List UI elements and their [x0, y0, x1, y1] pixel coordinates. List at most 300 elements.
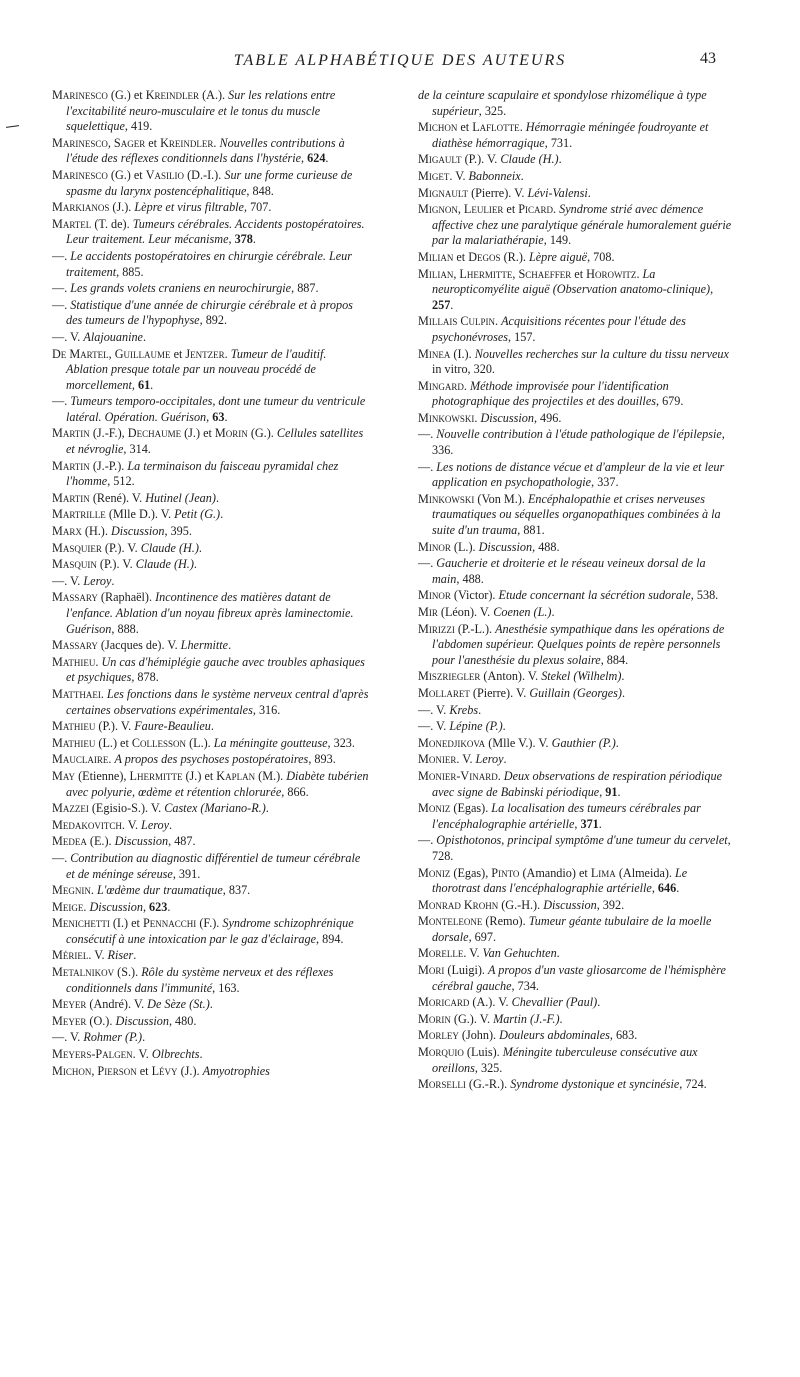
- entry-title: Martin (J.-F.): [493, 1011, 560, 1026]
- index-entry: [418, 719, 736, 735]
- entry-text: (Pierre). V.: [469, 685, 530, 700]
- entry-text: (R.).: [500, 249, 529, 264]
- entry-text: ,: [599, 784, 606, 799]
- entry-title: Discussion: [478, 539, 533, 554]
- entry-text: .: [210, 719, 214, 734]
- entry-text: (L.) et: [95, 735, 132, 750]
- entry-title: Syndrome dystonique et syncinésie: [510, 1077, 680, 1092]
- entry-text: (T. de).: [91, 216, 133, 231]
- entry-text: (Egas),: [450, 865, 492, 880]
- entry-title: Krebs: [449, 702, 479, 717]
- author-name: Jentzer: [185, 346, 225, 361]
- index-entry: [418, 622, 736, 669]
- entry-text: , 734.: [511, 978, 539, 993]
- index-entry: [418, 556, 736, 587]
- author-name: Mignon, Leulier: [418, 202, 504, 217]
- entry-title: Gaucherie et droiterie et le réseau veineux dorsal de la main: [432, 556, 706, 586]
- entry-text: (A.).: [199, 88, 229, 102]
- author-name: Lima: [590, 865, 616, 880]
- entry-text: , 884.: [600, 652, 629, 667]
- entry-title: Opisthotonos, principal symptôme d'une tumeur du cervelet: [436, 833, 728, 848]
- index-entry: [52, 249, 370, 280]
- entry-title: Tumeurs temporo-occipitales, dont une tumeur du ventricule latéral. Opération. Guérison: [66, 394, 366, 424]
- page-reference: 624: [307, 151, 326, 166]
- entry-text: .: [502, 719, 506, 734]
- entry-text: , 325.: [474, 1060, 503, 1075]
- author-name: Mingard: [418, 378, 464, 393]
- index-entry: [418, 169, 736, 185]
- index-entry: [52, 736, 370, 752]
- entry-title: Claude (H.): [135, 557, 194, 572]
- entry-text: (Amandio) et: [519, 865, 591, 880]
- index-entry: [418, 1012, 736, 1028]
- index-entry: [418, 752, 736, 768]
- author-name: Minkowski: [418, 410, 475, 425]
- entry-text: ,: [301, 151, 308, 166]
- entry-title: Nouvelles contributions à l'étude des réflexes conditionnels dans l'hystérie: [66, 135, 345, 166]
- entry-text: et: [136, 1063, 152, 1078]
- index-entry: [52, 1047, 370, 1063]
- entry-text: (Etienne),: [75, 768, 130, 783]
- index-entry: [52, 948, 370, 964]
- entry-text: .: [519, 120, 526, 135]
- author-name: Meyer: [52, 997, 87, 1012]
- entry-text: ,: [574, 816, 581, 831]
- index-entry: [418, 963, 736, 994]
- entry-text: ,: [142, 899, 150, 914]
- index-entry: [418, 250, 736, 266]
- entry-title: Lèpre et virus filtrable: [134, 200, 244, 215]
- author-name: Picard: [518, 202, 554, 217]
- index-entry: [52, 491, 370, 507]
- entry-text: (Victor).: [450, 588, 499, 603]
- index-entry: [52, 752, 370, 768]
- author-name: Morin: [214, 426, 248, 441]
- entry-title: Douleurs abdominales: [499, 1028, 610, 1043]
- author-name: Masquin: [52, 557, 97, 572]
- author-name: Meige: [52, 899, 84, 914]
- entry-title: La méningite goutteuse: [213, 735, 328, 750]
- index-entry: [52, 200, 370, 216]
- entry-text: , 391.: [172, 866, 201, 881]
- author-name: Mollaret: [418, 685, 470, 700]
- entry-title: Van Gehuchten: [482, 946, 557, 961]
- entry-title: Rohmer (P.): [83, 1030, 143, 1045]
- page-reference: 623: [149, 899, 168, 914]
- author-name: Lhermitte: [129, 768, 183, 783]
- author-name: Kreindler: [160, 135, 214, 150]
- entry-title: Le thorotrast dans l'encéphalographie artérielle: [432, 865, 688, 896]
- entry-text: .: [111, 573, 115, 588]
- entry-text: .: [636, 266, 643, 281]
- entry-text: .: [497, 768, 504, 783]
- author-name: Moniz: [418, 801, 451, 816]
- entry-title: Lhermitte: [180, 638, 229, 653]
- author-name: Matthaei: [52, 686, 101, 701]
- entry-text: (O.).: [86, 1013, 116, 1028]
- author-name: Michon, Pierson: [52, 1063, 137, 1078]
- entry-title: Discussion: [89, 899, 143, 914]
- entry-text: .: [676, 881, 680, 896]
- author-name: Marinesco, Sager: [52, 135, 146, 150]
- entry-title: Hémorragie méningée foudroyante et diathèse hémorragique: [432, 120, 709, 150]
- author-name: Markianos: [52, 200, 110, 215]
- index-entry: [52, 655, 370, 686]
- entry-title: Discussion: [480, 410, 534, 425]
- index-entry: [418, 833, 736, 864]
- author-index-left-column: [52, 88, 370, 1080]
- entry-text: .: [450, 297, 454, 312]
- author-name: Mignault: [418, 185, 469, 200]
- author-name: Lévy: [151, 1063, 178, 1078]
- entry-text: (S.).: [114, 965, 142, 980]
- index-entry: [52, 1064, 370, 1080]
- entry-text: (I.) et: [109, 916, 143, 931]
- author-name: Mazzei: [52, 801, 89, 816]
- entry-text: —.: [52, 281, 71, 296]
- entry-text: ,: [228, 232, 235, 247]
- entry-text: —.: [418, 427, 437, 442]
- entry-text: .: [551, 605, 555, 619]
- entry-title: Les fonctions dans le système nerveux central d'après certaines observations expérimentales: [66, 686, 369, 717]
- entry-text: .: [558, 152, 562, 167]
- entry-text: .: [90, 883, 97, 898]
- entry-text: ,: [206, 409, 213, 424]
- entry-text: et: [457, 120, 473, 135]
- entry-text: (L.).: [450, 539, 479, 554]
- index-entry: [52, 1014, 370, 1030]
- entry-text: . V.: [463, 946, 483, 961]
- index-entry: [52, 900, 370, 916]
- entry-text: , 395.: [164, 524, 192, 539]
- author-name: Medea: [52, 834, 87, 849]
- entry-text: (G.-R.).: [465, 1077, 511, 1092]
- entry-text: (J.).: [177, 1063, 203, 1078]
- entry-title: Claude (H.): [140, 540, 199, 555]
- author-name: Monrad Krohn: [418, 897, 499, 912]
- index-entry: [418, 540, 736, 556]
- entry-title: Acquisitions récentes pour l'étude des psychonévroses: [432, 314, 686, 344]
- entry-text: .: [615, 735, 619, 750]
- entry-text: .: [108, 752, 115, 767]
- entry-title: Statistique d'une année de chirurgie cérébrale et à propos des tumeurs de l'hypophyse: [66, 297, 353, 328]
- index-entry: [418, 703, 736, 719]
- entry-text: —. V.: [418, 702, 450, 717]
- entry-text: et: [170, 346, 186, 361]
- entry-title: Guillain (Georges): [529, 685, 622, 700]
- entry-title: Petit (G.): [174, 507, 221, 522]
- author-name: Kaplan: [216, 768, 256, 783]
- entry-text: .: [228, 638, 232, 653]
- author-name: Minea: [418, 346, 451, 361]
- index-entry: [52, 347, 370, 394]
- entry-text: .: [495, 314, 502, 329]
- entry-text: , 157.: [508, 329, 536, 344]
- entry-text: (E.).: [86, 834, 115, 849]
- author-name: Monier: [418, 752, 457, 767]
- index-entry: [52, 330, 370, 346]
- entry-title: Claude (H.): [500, 152, 559, 167]
- author-name: Martel: [52, 216, 92, 231]
- author-name: Michon: [418, 120, 458, 135]
- entry-title: La neuropticomyélite aiguë (Observation anatomo-clinique): [432, 266, 711, 297]
- entry-text: ,: [710, 282, 714, 297]
- entry-title: Lèpre aiguë: [528, 249, 588, 264]
- entry-text: (G.-H.).: [498, 897, 544, 912]
- entry-text: , 488.: [456, 571, 484, 586]
- entry-text: (Von M.).: [474, 491, 528, 506]
- author-name: Massary: [52, 638, 98, 653]
- entry-text: —.: [418, 459, 437, 474]
- index-entry: [52, 638, 370, 654]
- entry-text: —.: [418, 556, 437, 571]
- author-name: Medakovitch: [52, 817, 122, 832]
- entry-title: De Sèze (St.): [147, 997, 210, 1012]
- entry-title: Deux observations de respiration périodique avec signe de Babinski périodique: [432, 768, 723, 799]
- index-entry: [418, 736, 736, 752]
- entry-text: (I.).: [450, 346, 475, 361]
- entry-text: —. V.: [52, 329, 84, 344]
- index-entry: [418, 946, 736, 962]
- entry-text: —. V.: [52, 1030, 84, 1045]
- entry-title: Les grands volets craniens en neurochirurgie: [70, 281, 292, 296]
- index-entry: [418, 1077, 736, 1093]
- entry-text: (P.). V.: [461, 152, 501, 167]
- entry-title: Méningite tuberculeuse consécutive aux oreillons: [432, 1045, 698, 1075]
- entry-text: (Egas).: [450, 801, 492, 816]
- entry-text: , 892.: [199, 313, 228, 328]
- entry-text: , 512.: [107, 474, 135, 489]
- entry-text: .: [142, 1030, 146, 1045]
- entry-text: —.: [52, 297, 71, 312]
- entry-text: , 697.: [468, 929, 496, 944]
- entry-text: (G.). V.: [450, 1011, 494, 1026]
- entry-text: et: [145, 135, 161, 150]
- author-name: Moniz: [418, 865, 451, 880]
- entry-text: (J.-F.),: [89, 426, 128, 441]
- entry-title: Leroy: [141, 817, 170, 832]
- entry-title: Alajouanine: [83, 329, 143, 344]
- author-name: Pennacchi: [143, 916, 197, 931]
- entry-text: (J.).: [109, 200, 135, 215]
- entry-text: (John).: [458, 1028, 500, 1043]
- author-name: Metalnikov: [52, 965, 115, 980]
- author-name: Meyers-Palgen: [52, 1047, 133, 1062]
- entry-text: , 337.: [591, 475, 619, 490]
- entry-text: .: [559, 1011, 563, 1026]
- entry-text: , 163.: [212, 980, 240, 995]
- index-entry: [418, 669, 736, 685]
- entry-text: , 683.: [609, 1028, 638, 1043]
- entry-title: Discussion: [543, 897, 597, 912]
- entry-text: . V.: [132, 1047, 152, 1062]
- entry-text: (René). V.: [89, 490, 146, 505]
- author-name: Morley: [418, 1028, 459, 1043]
- entry-text: , 392.: [596, 897, 625, 912]
- author-name: Morselli: [418, 1077, 466, 1092]
- author-name: Megnin: [52, 883, 91, 898]
- entry-text: .: [478, 702, 482, 717]
- author-index-right-column: [418, 88, 736, 1094]
- index-entry: [52, 965, 370, 996]
- author-name: Masquier: [52, 540, 102, 555]
- index-entry: [418, 186, 736, 202]
- entry-text: (A.). V.: [469, 995, 512, 1010]
- entry-text: , 488.: [532, 539, 560, 554]
- index-entry: [418, 202, 736, 249]
- entry-text: et: [503, 202, 519, 217]
- entry-text: (Jacques de). V.: [97, 638, 181, 653]
- entry-text: (Raphaël).: [97, 590, 156, 605]
- entry-text: .: [215, 490, 219, 505]
- entry-title: Stekel (Wilhelm): [541, 669, 622, 684]
- author-name: Pinto: [491, 865, 520, 880]
- entry-text: .: [150, 377, 154, 392]
- entry-text: (G.) et: [107, 88, 146, 102]
- index-entry: [52, 507, 370, 523]
- index-entry: [418, 120, 736, 151]
- index-entry: [52, 801, 370, 817]
- entry-text: (J.) et: [181, 426, 215, 441]
- index-entry: [52, 883, 370, 899]
- entry-text: (J.) et: [182, 768, 217, 783]
- entry-text: in vitro, 320.: [432, 362, 495, 377]
- entry-text: .: [224, 409, 228, 424]
- entry-text: (Almeida).: [615, 865, 676, 880]
- entry-text: (M.).: [255, 768, 287, 783]
- author-name: Miszriegler: [418, 669, 481, 684]
- entry-text: —.: [52, 850, 71, 865]
- author-name: Migault: [418, 152, 462, 167]
- entry-text: , 837.: [222, 883, 251, 898]
- author-name: Martrille: [52, 507, 106, 522]
- author-name: Laflotte: [472, 120, 520, 135]
- running-head: TABLE ALPHABÉTIQUE DES AUTEURS: [233, 52, 567, 69]
- entry-text: .: [95, 654, 102, 669]
- entry-title: Incontinence des matières datant de l'enfance. Ablation d'un noyau fibreux après laminectomie. Guérison: [66, 590, 354, 636]
- page-reference: 646: [657, 881, 677, 896]
- entry-text: , 325.: [478, 103, 507, 118]
- entry-text: .: [209, 997, 213, 1012]
- author-name: Millais Culpin: [418, 314, 496, 329]
- entry-text: (P.-L.).: [454, 621, 496, 636]
- entry-text: .: [621, 669, 625, 684]
- entry-title: Discussion: [114, 834, 169, 849]
- entry-text: .: [621, 685, 625, 700]
- entry-title: Encéphalopathie et crises nerveuses traumatiques ou séquelles organopathiques combinées à la suite d'un trauma: [432, 491, 721, 538]
- entry-text: , 316.: [252, 702, 281, 717]
- entry-title: Sur une forme curieuse de spasme du larynx postencéphalitique: [66, 167, 353, 198]
- index-entry: [52, 916, 370, 947]
- entry-title: Coenen (L.): [493, 605, 552, 619]
- entry-text: (Luis).: [463, 1045, 503, 1060]
- index-entry: [418, 314, 736, 345]
- index-entry: [52, 590, 370, 637]
- entry-title: Leroy: [83, 573, 112, 588]
- author-name: Meyer: [52, 1013, 87, 1028]
- index-entry: [52, 298, 370, 329]
- index-entry: [418, 686, 736, 702]
- entry-text: (Anton). V.: [480, 669, 542, 684]
- entry-title: Amyotrophies: [202, 1063, 270, 1078]
- author-name: Monedjikova: [418, 735, 486, 750]
- entry-text: .: [167, 899, 171, 914]
- index-entry: [418, 379, 736, 410]
- index-entry: [418, 995, 736, 1011]
- entry-text: , 314.: [123, 442, 151, 457]
- entry-text: , 323.: [327, 735, 355, 750]
- index-entry: [52, 541, 370, 557]
- entry-text: . V.: [121, 817, 142, 832]
- entry-title: La terminaison du faisceau pyramidal chez l'homme: [66, 458, 339, 489]
- index-entry: [52, 557, 370, 573]
- entry-text: —.: [52, 248, 71, 263]
- author-name: Mori: [418, 963, 445, 978]
- entry-text: , 881.: [517, 523, 545, 538]
- entry-text: (Mlle V.). V.: [485, 735, 552, 750]
- entry-text: .: [252, 232, 256, 247]
- author-name: Morquio: [418, 1045, 464, 1060]
- entry-text: , 707.: [243, 200, 272, 215]
- index-entry: [52, 524, 370, 540]
- entry-text: , 878.: [131, 670, 159, 685]
- entry-title: de la ceinture scapulaire et spondylose rhizomélique à type supérieur: [418, 88, 707, 118]
- entry-text: .: [100, 686, 107, 701]
- entry-text: .: [213, 135, 220, 150]
- entry-text: , 538.: [690, 588, 719, 603]
- entry-text: , 708.: [587, 249, 615, 264]
- entry-title: Gauthier (P.): [551, 735, 616, 750]
- entry-title: Tumeurs cérébrales. Accidents postopératoires. Leur traitement. Leur mécanisme: [66, 216, 365, 247]
- entry-text: .: [556, 946, 560, 961]
- entry-title: La localisation des tumeurs cérébrales par l'encéphalographie artérielle: [432, 801, 701, 831]
- entry-text: (F.).: [196, 916, 223, 931]
- page-reference: 378: [234, 232, 253, 247]
- page-reference: 371: [580, 816, 599, 831]
- entry-title: A propos des psychoses postopératoires: [114, 752, 309, 767]
- index-entry: [52, 394, 370, 425]
- entry-text: , 149.: [543, 233, 572, 248]
- author-name: Mériel: [52, 948, 89, 963]
- entry-text: (P.). V.: [101, 540, 141, 555]
- entry-title: Rôle du système nerveux et des réflexes conditionnels dans l'immunité: [66, 965, 334, 995]
- entry-text: (André). V.: [86, 997, 148, 1012]
- page-reference: 257: [432, 297, 451, 312]
- entry-text: .: [587, 185, 591, 200]
- entry-text: (Pierre). V.: [468, 185, 528, 200]
- index-entry: [418, 914, 736, 945]
- index-entry: [52, 687, 370, 718]
- author-name: Mathieu: [52, 735, 96, 750]
- author-name: Kreindler: [145, 88, 200, 102]
- entry-text: , 894.: [316, 931, 344, 946]
- entry-title: Méthode improvisée pour l'identification photographique des projectiles et des douilles: [432, 378, 669, 409]
- entry-text: .: [474, 410, 481, 425]
- entry-text: .: [325, 151, 329, 166]
- entry-title: Tumeur géante tubulaire de la moelle dorsale: [432, 914, 712, 944]
- entry-text: .: [83, 899, 90, 914]
- page-reference: 63: [212, 409, 225, 424]
- author-name: Mir: [418, 605, 438, 619]
- author-name: Collesson: [131, 735, 187, 750]
- index-entry: [52, 574, 370, 590]
- entry-title: Babonneix: [468, 168, 521, 183]
- author-name: Minkowski: [418, 491, 475, 506]
- entry-text: , 480.: [168, 1013, 197, 1028]
- index-entry: [418, 588, 736, 604]
- author-name: Marinesco: [52, 167, 108, 182]
- author-name: Mathieu: [52, 654, 96, 669]
